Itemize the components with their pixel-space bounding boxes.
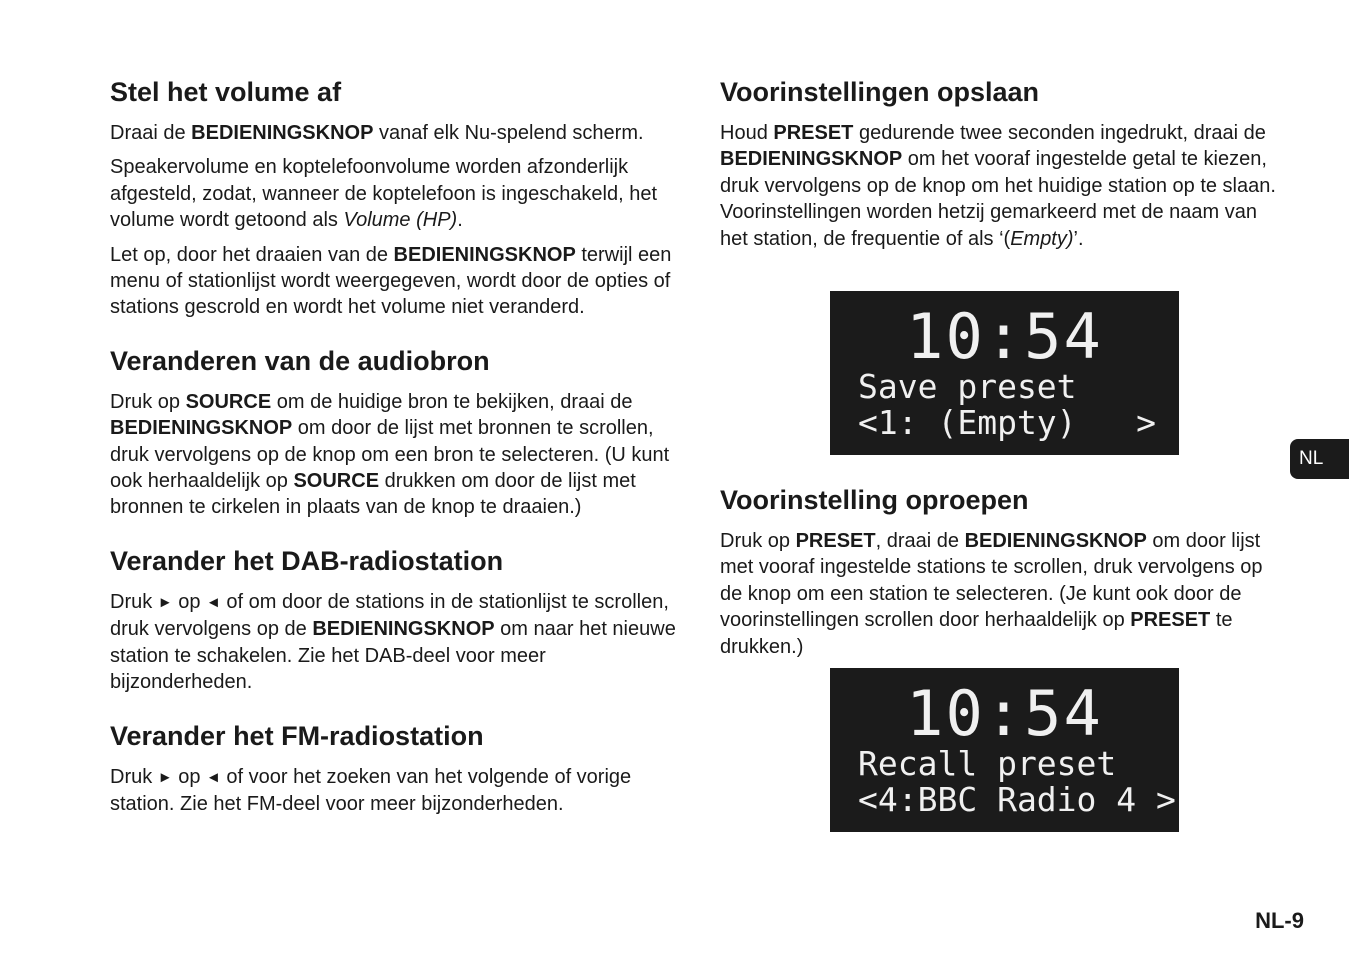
arrow-left-icon: ◄: [206, 768, 221, 786]
lcd-time: 10:54: [906, 677, 1103, 750]
section-save-preset: [720, 74, 1290, 252]
arrow-left-icon: ◄: [206, 593, 221, 611]
audio-source-paragraph: Druk op SOURCE om de huidige bron te bekijken, draai de BEDIENINGSKNOP om door de lijst met bronnen te scrollen, druk vervolgens op de knop om een bron te selecteren. (U kunt ook herhaaldelijk op SOURCE drukken om door de lijst met bronnen te cirkelen in plaats van de knop te draaien.): [110, 390, 670, 519]
arrow-right-icon: ►: [157, 593, 173, 611]
volume-paragraph-2: Speakervolume en koptelefoonvolume worden afzonderlijk afgesteld, zodat, wanneer de koptelefoon is ingeschakeld, het volume wordt getoond als Volume (HP).: [110, 156, 658, 232]
page-number: NL-9: [1255, 908, 1304, 933]
fm-paragraph: Druk ► op ◄ of voor het zoeken van het volgende of vorige station. Zie het FM-deel voor meer bijzonderheden.: [110, 765, 632, 815]
volume-paragraph-1: Draai de BEDIENINGSKNOP vanaf elk Nu-spelend scherm.: [110, 122, 644, 144]
lcd-line-1: Recall preset: [858, 744, 1117, 783]
heading-save-preset: Voorinstellingen opslaan: [720, 77, 1040, 107]
section-volume: [110, 74, 690, 321]
lcd-time: 10:54: [906, 300, 1103, 373]
lcd-line-1: Save preset: [858, 367, 1077, 406]
recall-preset-paragraph: Druk op PRESET, draai de BEDIENINGSKNOP om door lijst met vooraf ingestelde stations te scrollen, druk vervolgens op de knop om een station te selecteren. (Je kunt ook door de voorinstellingen scrollen door herhaaldelijk op PRESET te drukken.): [720, 530, 1263, 658]
lcd-line-2: <1: (Empty) >: [858, 403, 1157, 442]
heading-recall-preset: Voorinstelling oproepen: [720, 485, 1029, 515]
left-column: [110, 74, 690, 839]
heading-fm: Verander het FM-radiostation: [110, 720, 484, 751]
heading-volume: Stel het volume af: [110, 77, 342, 107]
volume-paragraph-3: Let op, door het draaien van de BEDIENINGSKNOP terwijl een menu of stationlijst wordt weergegeven, wordt door de opties of stations gescrold en wordt het volume niet veranderd.: [110, 243, 672, 319]
language-tab: NL: [1290, 439, 1349, 479]
section-audio-source: [110, 343, 690, 521]
lcd-display-save-preset: [830, 291, 1179, 455]
section-fm: [110, 718, 690, 818]
dab-paragraph: Druk ► op ◄ of om door de stations in de stationlijst te scrollen, druk vervolgens op de BEDIENINGSKNOP om naar het nieuwe station te schakelen. Zie het DAB-deel voor meer bijzonderheden.: [110, 590, 676, 694]
heading-dab: Verander het DAB-radiostation: [110, 545, 504, 576]
save-preset-paragraph: Houd PRESET gedurende twee seconden ingedrukt, draai de BEDIENINGSKNOP om het vooraf ingestelde getal te kiezen, druk vervolgens op de knop om het huidige station op te slaan. Voorinstellingen worden hetzij gemarkeerd met de naam van het station, de frequentie of als ‘(Empty)’.: [720, 122, 1276, 250]
lcd-line-2: <4:BBC Radio 4 >: [858, 780, 1176, 819]
section-recall-preset: [720, 482, 1290, 668]
arrow-right-icon: ►: [157, 768, 173, 786]
heading-audio-source: Veranderen van de audiobron: [110, 345, 490, 376]
lcd-display-recall-preset: [830, 668, 1179, 832]
section-dab: [110, 543, 690, 696]
